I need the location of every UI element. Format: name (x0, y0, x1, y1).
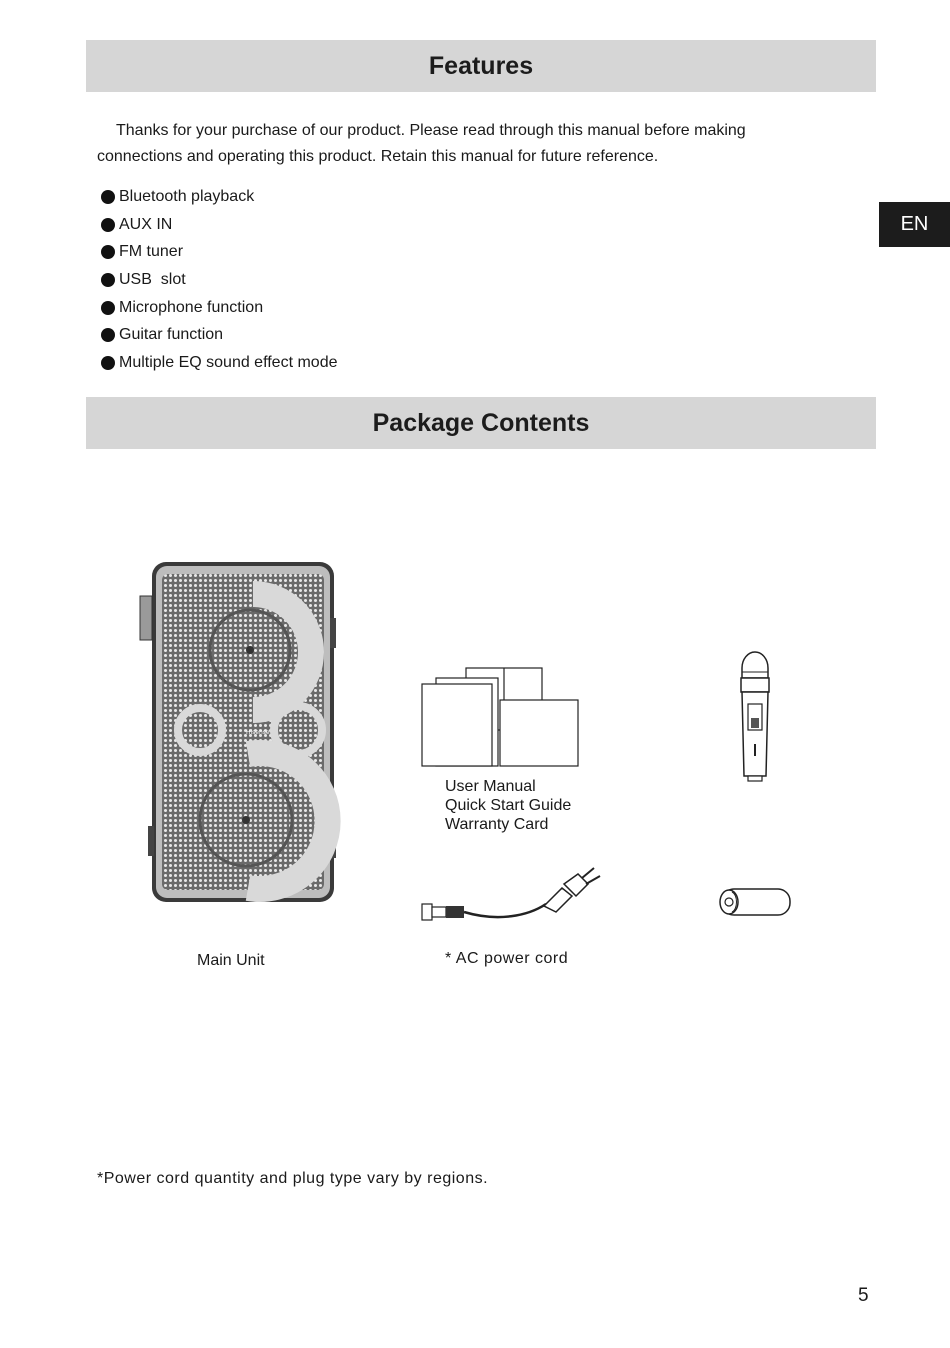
feature-item (101, 266, 338, 294)
feature-item (101, 238, 338, 266)
feature-item (101, 294, 338, 322)
power-cord-label: * AC power cord (445, 950, 569, 967)
feature-text: USB slot (119, 270, 186, 288)
intro-paragraph: Thanks for your purchase of our product. Please read through this manual before making connections and operating this product. Retain this manual for future reference. (97, 122, 746, 165)
user-manual-label: User Manual (445, 778, 536, 795)
microphone-illustration (735, 648, 775, 784)
documents-labels (445, 777, 571, 834)
feature-text: AUX IN (119, 215, 173, 233)
power-cord-illustration (418, 866, 604, 928)
feature-text: Microphone function (119, 298, 264, 316)
feature-item (101, 321, 338, 349)
feature-item (101, 211, 338, 239)
warranty-card-label: Warranty Card (445, 816, 549, 833)
page-number: 5 (858, 1285, 869, 1306)
speaker-brand-logo: Hisense (246, 729, 270, 736)
quick-start-guide-label: Quick Start Guide (445, 797, 572, 814)
bullet-icon (101, 245, 115, 259)
bullet-icon (101, 356, 115, 370)
feature-text: Bluetooth playback (119, 187, 255, 205)
feature-item (101, 183, 338, 211)
feature-item (101, 349, 338, 377)
main-unit-label: Main Unit (197, 952, 265, 969)
feature-text: Multiple EQ sound effect mode (119, 353, 338, 371)
language-tab: EN (879, 202, 950, 247)
feature-text: Guitar function (119, 326, 224, 344)
bullet-icon (101, 190, 115, 204)
bullet-icon (101, 273, 115, 287)
battery-illustration (716, 886, 794, 918)
bullet-icon (101, 301, 115, 315)
power-cord-footnote: *Power cord quantity and plug type vary by regions. (97, 1170, 489, 1187)
documents-illustration (418, 664, 582, 768)
bullet-icon (101, 328, 115, 342)
feature-list (101, 183, 338, 377)
package-contents-heading: Package Contents (86, 397, 876, 449)
bullet-icon (101, 218, 115, 232)
feature-text: FM tuner (119, 243, 184, 261)
speaker-illustration (138, 558, 343, 906)
features-heading: Features (86, 40, 876, 92)
